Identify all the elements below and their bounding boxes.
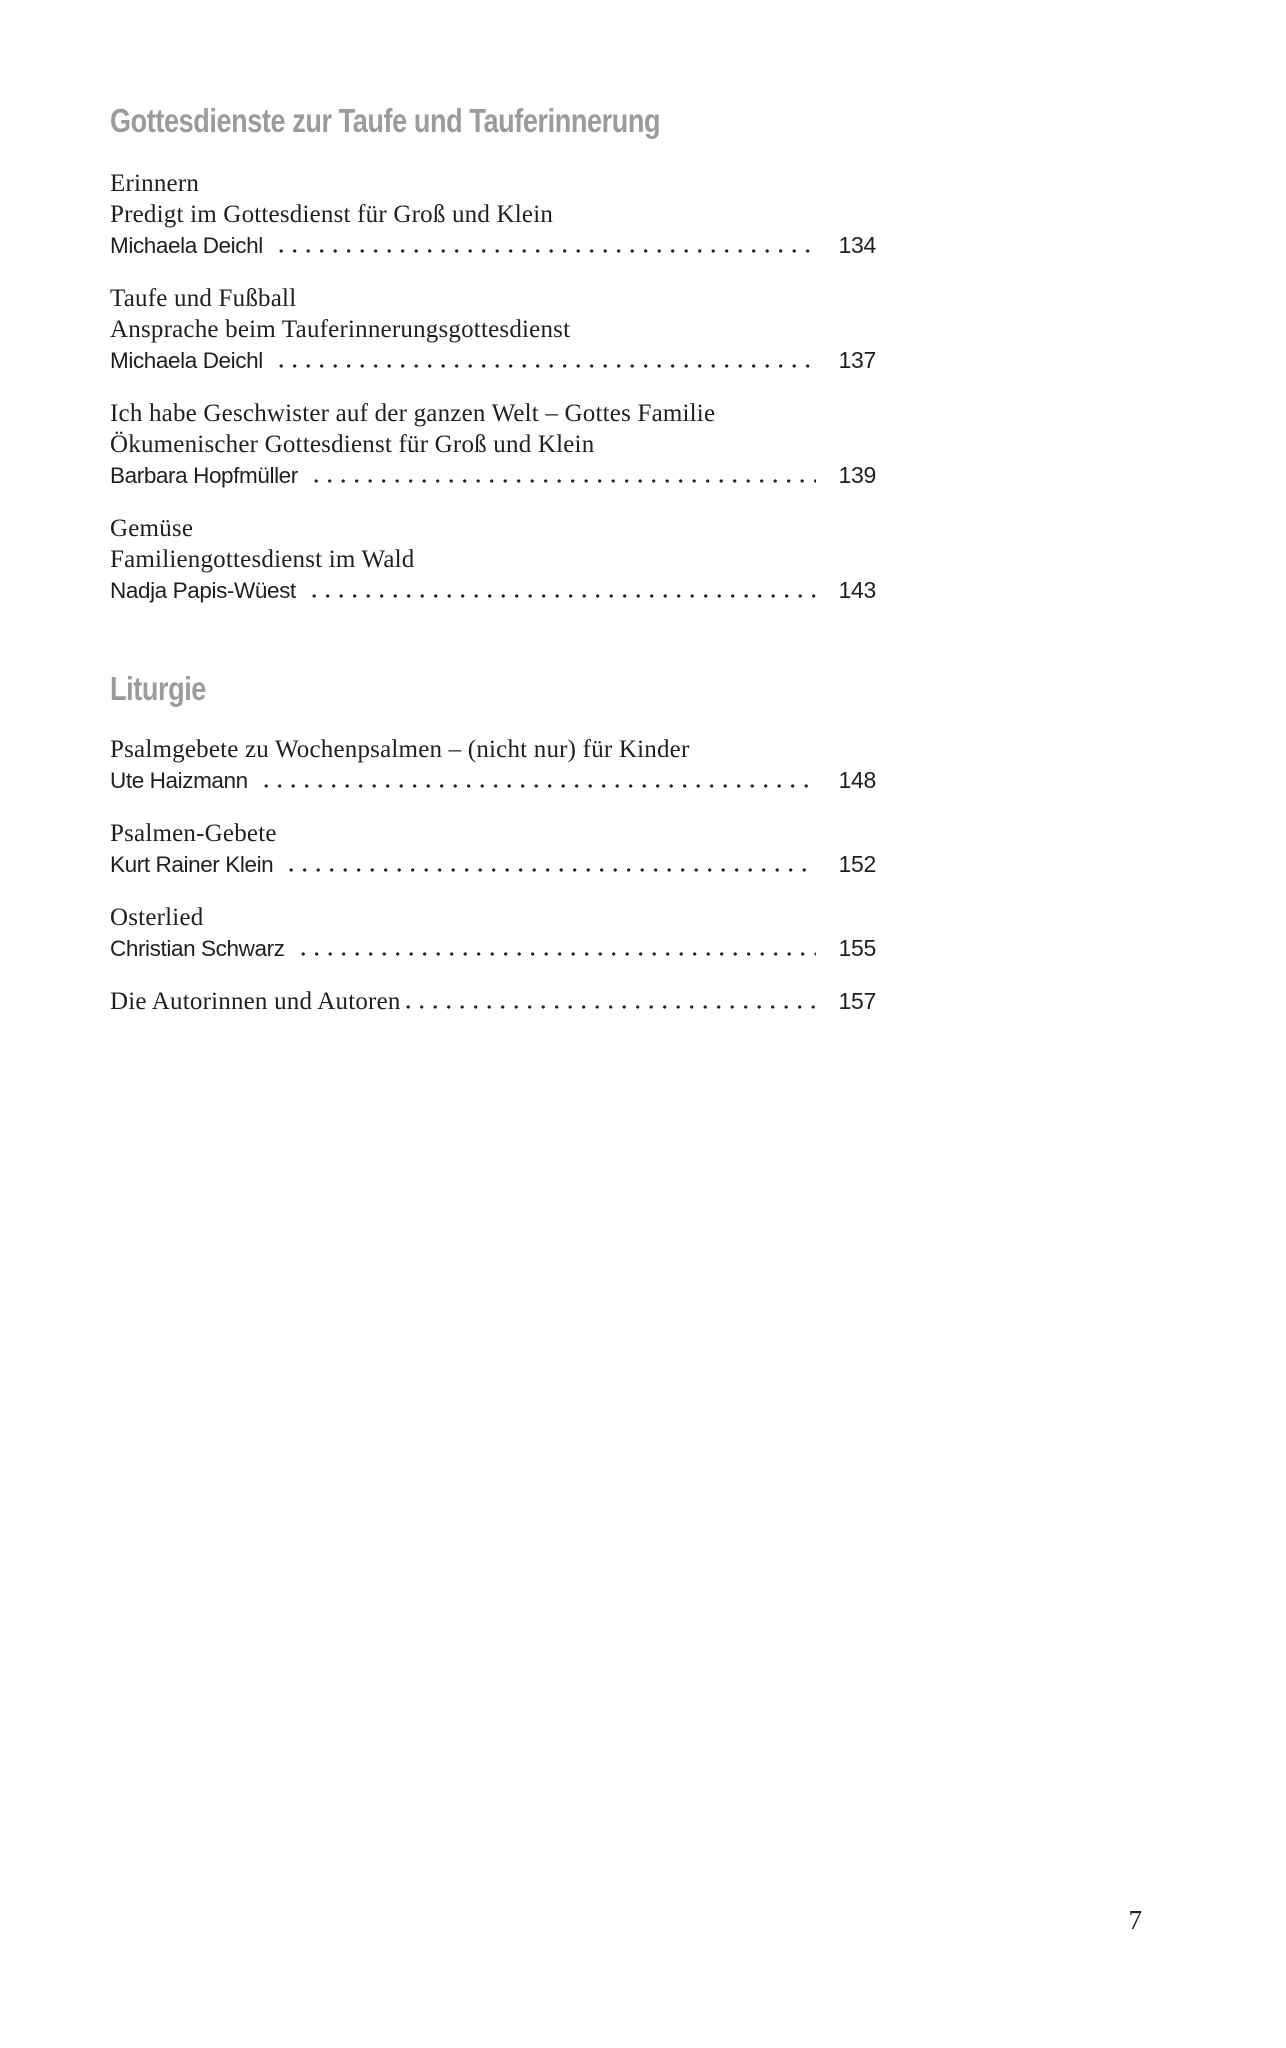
section-heading: Liturgie bbox=[110, 670, 206, 707]
toc-entry bbox=[110, 283, 876, 376]
section-heading: Gottesdienste zur Taufe und Tauferinnerung bbox=[110, 102, 661, 139]
entry-subtitle-line: Familiengottesdienst im Wald bbox=[110, 546, 415, 573]
entry-title-line: Psalmen-Gebete bbox=[110, 820, 277, 847]
dot-leader bbox=[312, 593, 816, 599]
authors-index-entry bbox=[110, 986, 876, 1017]
entry-page-number: 139 bbox=[838, 462, 876, 488]
dot-leader bbox=[314, 478, 816, 484]
entry-title-line: Psalmgebete zu Wochenpsalmen – (nicht nur) für Kinder bbox=[110, 736, 690, 763]
dot-leader bbox=[264, 783, 816, 789]
toc-entry bbox=[110, 902, 876, 964]
entry-author-row bbox=[110, 933, 876, 964]
entry-page-number: 157 bbox=[838, 988, 876, 1014]
entry-subtitle-line: Ökumenischer Gottesdienst für Groß und Klein bbox=[110, 431, 595, 458]
entry-page-number: 152 bbox=[838, 851, 876, 877]
entry-author: Barbara Hopfmüller bbox=[110, 463, 298, 488]
entry-author: Nadja Papis-Wüest bbox=[110, 578, 296, 603]
toc-entry bbox=[110, 168, 876, 261]
entry-author-row bbox=[110, 460, 876, 491]
entry-subtitle-line: Ansprache beim Tauferinnerungsgottesdienst bbox=[110, 316, 571, 343]
entry-author: Christian Schwarz bbox=[110, 936, 285, 961]
entry-author: Michaela Deichl bbox=[110, 233, 263, 258]
entry-page-number: 155 bbox=[838, 935, 876, 961]
toc-content bbox=[110, 0, 876, 1017]
entry-page-number: 137 bbox=[838, 347, 876, 373]
dot-leader bbox=[406, 1004, 816, 1010]
entry-author-row bbox=[110, 575, 876, 606]
entry-author-row bbox=[110, 345, 876, 376]
entry-page-number: 143 bbox=[838, 577, 876, 603]
folio-page-number: 7 bbox=[1128, 1905, 1142, 1935]
dot-leader bbox=[289, 867, 816, 873]
section-heading-row bbox=[110, 100, 876, 142]
entry-title-line: Erinnern bbox=[110, 170, 200, 197]
toc-entry bbox=[110, 818, 876, 880]
entry-page-number: 148 bbox=[838, 767, 876, 793]
entry-title-line: Osterlied bbox=[110, 904, 204, 931]
entry-author: Michaela Deichl bbox=[110, 348, 263, 373]
dot-leader bbox=[279, 248, 816, 254]
toc-entry bbox=[110, 513, 876, 606]
section-heading-row bbox=[110, 668, 876, 710]
entry-title-line: Taufe und Fußball bbox=[110, 285, 297, 312]
toc-entry bbox=[110, 734, 876, 796]
entry-title-line: Ich habe Geschwister auf der ganzen Welt – Gottes Familie bbox=[110, 400, 716, 427]
authors-index-title: Die Autorinnen und Autoren bbox=[110, 988, 401, 1015]
entry-author-row bbox=[110, 765, 876, 796]
dot-leader bbox=[301, 951, 816, 957]
entry-author-row bbox=[110, 230, 876, 261]
toc-entry bbox=[110, 398, 876, 491]
entry-author-row bbox=[110, 849, 876, 880]
dot-leader bbox=[279, 363, 816, 369]
entry-author: Kurt Rainer Klein bbox=[110, 852, 274, 877]
entry-subtitle-line: Predigt im Gottesdienst für Groß und Klein bbox=[110, 201, 554, 228]
entry-author: Ute Haizmann bbox=[110, 768, 248, 793]
entry-title-line: Gemüse bbox=[110, 515, 194, 542]
entry-page-number: 134 bbox=[838, 232, 876, 258]
